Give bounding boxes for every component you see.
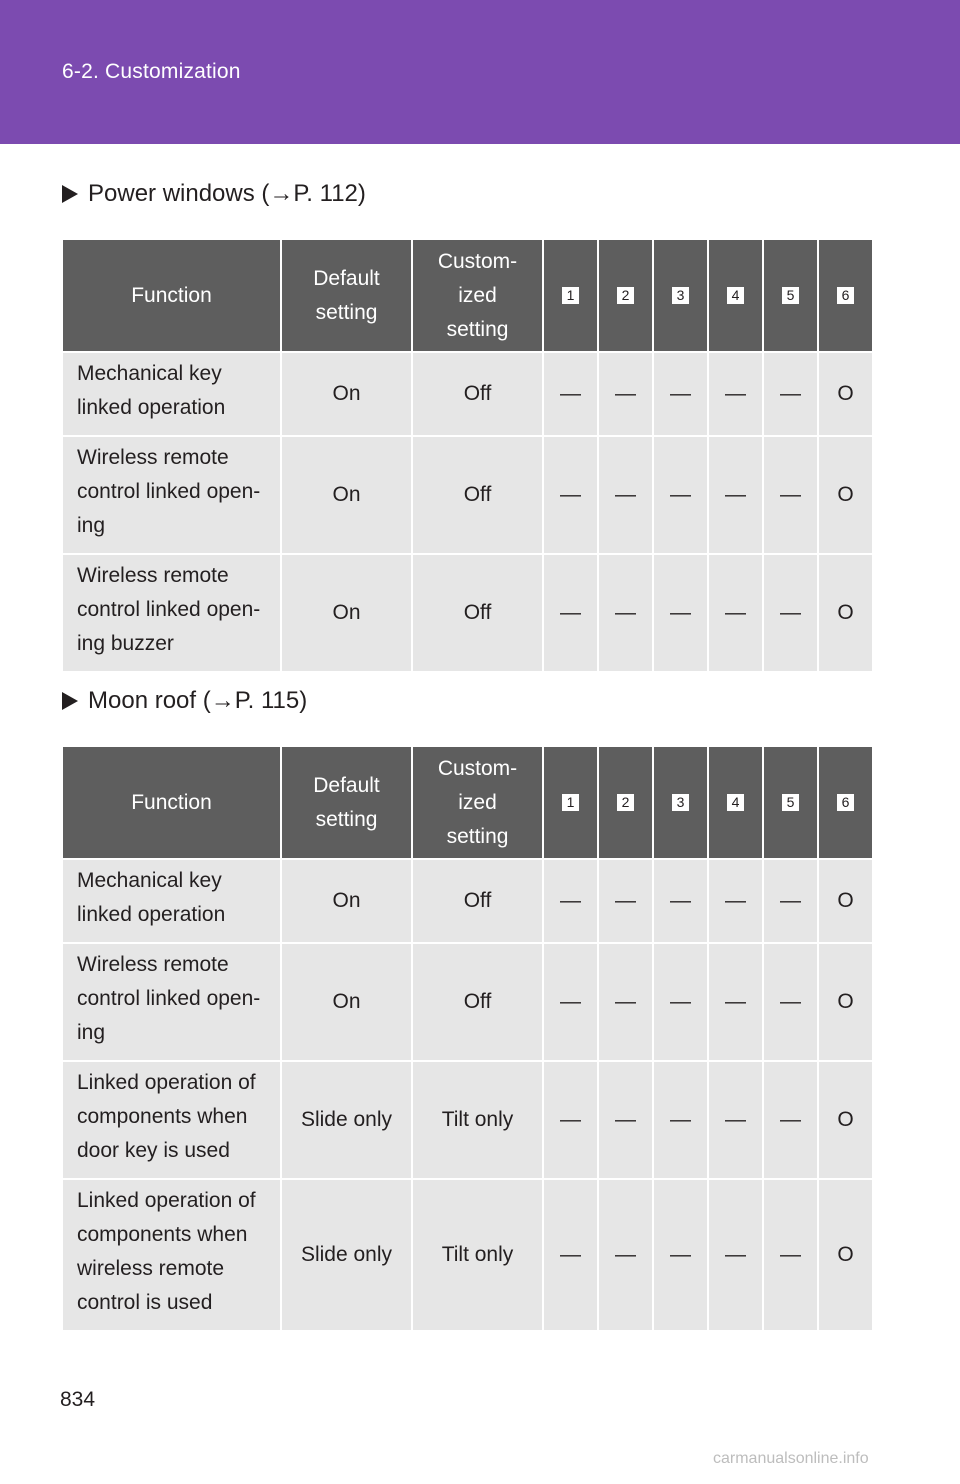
- mark-cell: —: [598, 352, 653, 436]
- column-header-num-6: 6: [818, 239, 873, 352]
- mark-cell: —: [543, 554, 598, 672]
- mark-cell: —: [653, 1179, 708, 1331]
- table-row: [62, 859, 873, 943]
- column-header-function: Function: [62, 746, 281, 859]
- column-header-num-4: 4: [708, 746, 763, 859]
- column-header-num-1: 1: [543, 746, 598, 859]
- mark-cell: —: [763, 352, 818, 436]
- watermark: carmanualsonline.info: [713, 1450, 869, 1467]
- table-row: [62, 436, 873, 554]
- column-header-function: Function: [62, 239, 281, 352]
- column-header-default: Default setting: [281, 746, 412, 859]
- mark-cell: —: [708, 436, 763, 554]
- mark-cell: —: [763, 554, 818, 672]
- table-row: [62, 943, 873, 1061]
- mark-cell: —: [543, 436, 598, 554]
- function-cell: Wireless remote control linked open-ing buzzer: [62, 554, 281, 672]
- triangle-bullet-icon: [62, 692, 78, 710]
- mark-cell: —: [543, 1061, 598, 1179]
- function-cell: Mechanical key linked operation: [62, 352, 281, 436]
- customized-cell: Off: [412, 943, 543, 1061]
- power-windows-table: [61, 238, 874, 673]
- mark-cell: —: [653, 436, 708, 554]
- default-cell: Slide only: [281, 1061, 412, 1179]
- mark-cell: O: [818, 943, 873, 1061]
- customized-cell: Off: [412, 554, 543, 672]
- column-header-customized: Custom-ized setting: [412, 239, 543, 352]
- section-header-band: [0, 0, 960, 144]
- power-windows-heading-text: Power windows (→P. 112): [88, 180, 366, 207]
- mark-cell: O: [818, 436, 873, 554]
- mark-cell: O: [818, 859, 873, 943]
- column-header-customized: Custom-ized setting: [412, 746, 543, 859]
- column-header-num-4: 4: [708, 239, 763, 352]
- mark-cell: O: [818, 554, 873, 672]
- mark-cell: O: [818, 1179, 873, 1331]
- column-header-num-2: 2: [598, 239, 653, 352]
- mark-cell: —: [763, 1179, 818, 1331]
- column-header-num-3: 3: [653, 746, 708, 859]
- default-cell: Slide only: [281, 1179, 412, 1331]
- mark-cell: —: [598, 436, 653, 554]
- mark-cell: —: [708, 352, 763, 436]
- default-cell: On: [281, 352, 412, 436]
- mark-cell: —: [653, 859, 708, 943]
- function-cell: Mechanical key linked operation: [62, 859, 281, 943]
- function-cell: Wireless remote control linked open-ing: [62, 943, 281, 1061]
- mark-cell: —: [708, 554, 763, 672]
- mark-cell: —: [653, 943, 708, 1061]
- table-row: [62, 1061, 873, 1179]
- table-row: [62, 1179, 873, 1331]
- table-header-row: [62, 746, 873, 859]
- customized-cell: Tilt only: [412, 1061, 543, 1179]
- default-cell: On: [281, 859, 412, 943]
- mark-cell: —: [598, 1061, 653, 1179]
- mark-cell: —: [543, 1179, 598, 1331]
- mark-cell: —: [708, 859, 763, 943]
- column-header-num-5: 5: [763, 746, 818, 859]
- mark-cell: —: [653, 352, 708, 436]
- customized-cell: Off: [412, 436, 543, 554]
- mark-cell: —: [763, 859, 818, 943]
- section-title: 6-2. Customization: [62, 60, 241, 83]
- column-header-default: Default setting: [281, 239, 412, 352]
- moon-roof-table: [61, 745, 874, 1332]
- page-number: 834: [60, 1388, 96, 1411]
- default-cell: On: [281, 436, 412, 554]
- mark-cell: —: [708, 1061, 763, 1179]
- mark-cell: —: [543, 352, 598, 436]
- mark-cell: —: [653, 1061, 708, 1179]
- table-header-row: [62, 239, 873, 352]
- mark-cell: —: [598, 859, 653, 943]
- function-cell: Wireless remote control linked open-ing: [62, 436, 281, 554]
- mark-cell: —: [763, 1061, 818, 1179]
- mark-cell: —: [598, 1179, 653, 1331]
- mark-cell: O: [818, 1061, 873, 1179]
- mark-cell: —: [543, 943, 598, 1061]
- customized-cell: Off: [412, 352, 543, 436]
- mark-cell: —: [598, 943, 653, 1061]
- customized-cell: Tilt only: [412, 1179, 543, 1331]
- column-header-num-6: 6: [818, 746, 873, 859]
- column-header-num-3: 3: [653, 239, 708, 352]
- mark-cell: —: [543, 859, 598, 943]
- moon-roof-heading: [62, 687, 307, 715]
- default-cell: On: [281, 554, 412, 672]
- customized-cell: Off: [412, 859, 543, 943]
- triangle-bullet-icon: [62, 185, 78, 203]
- function-cell: Linked operation of components when wireless remote control is used: [62, 1179, 281, 1331]
- mark-cell: —: [598, 554, 653, 672]
- moon-roof-heading-text: Moon roof (→P. 115): [88, 687, 308, 714]
- table-row: [62, 352, 873, 436]
- mark-cell: —: [708, 1179, 763, 1331]
- column-header-num-2: 2: [598, 746, 653, 859]
- default-cell: On: [281, 943, 412, 1061]
- mark-cell: —: [763, 943, 818, 1061]
- power-windows-heading: [62, 180, 366, 208]
- mark-cell: —: [763, 436, 818, 554]
- mark-cell: —: [653, 554, 708, 672]
- column-header-num-1: 1: [543, 239, 598, 352]
- table-row: [62, 554, 873, 672]
- mark-cell: —: [708, 943, 763, 1061]
- column-header-num-5: 5: [763, 239, 818, 352]
- function-cell: Linked operation of components when door key is used: [62, 1061, 281, 1179]
- mark-cell: O: [818, 352, 873, 436]
